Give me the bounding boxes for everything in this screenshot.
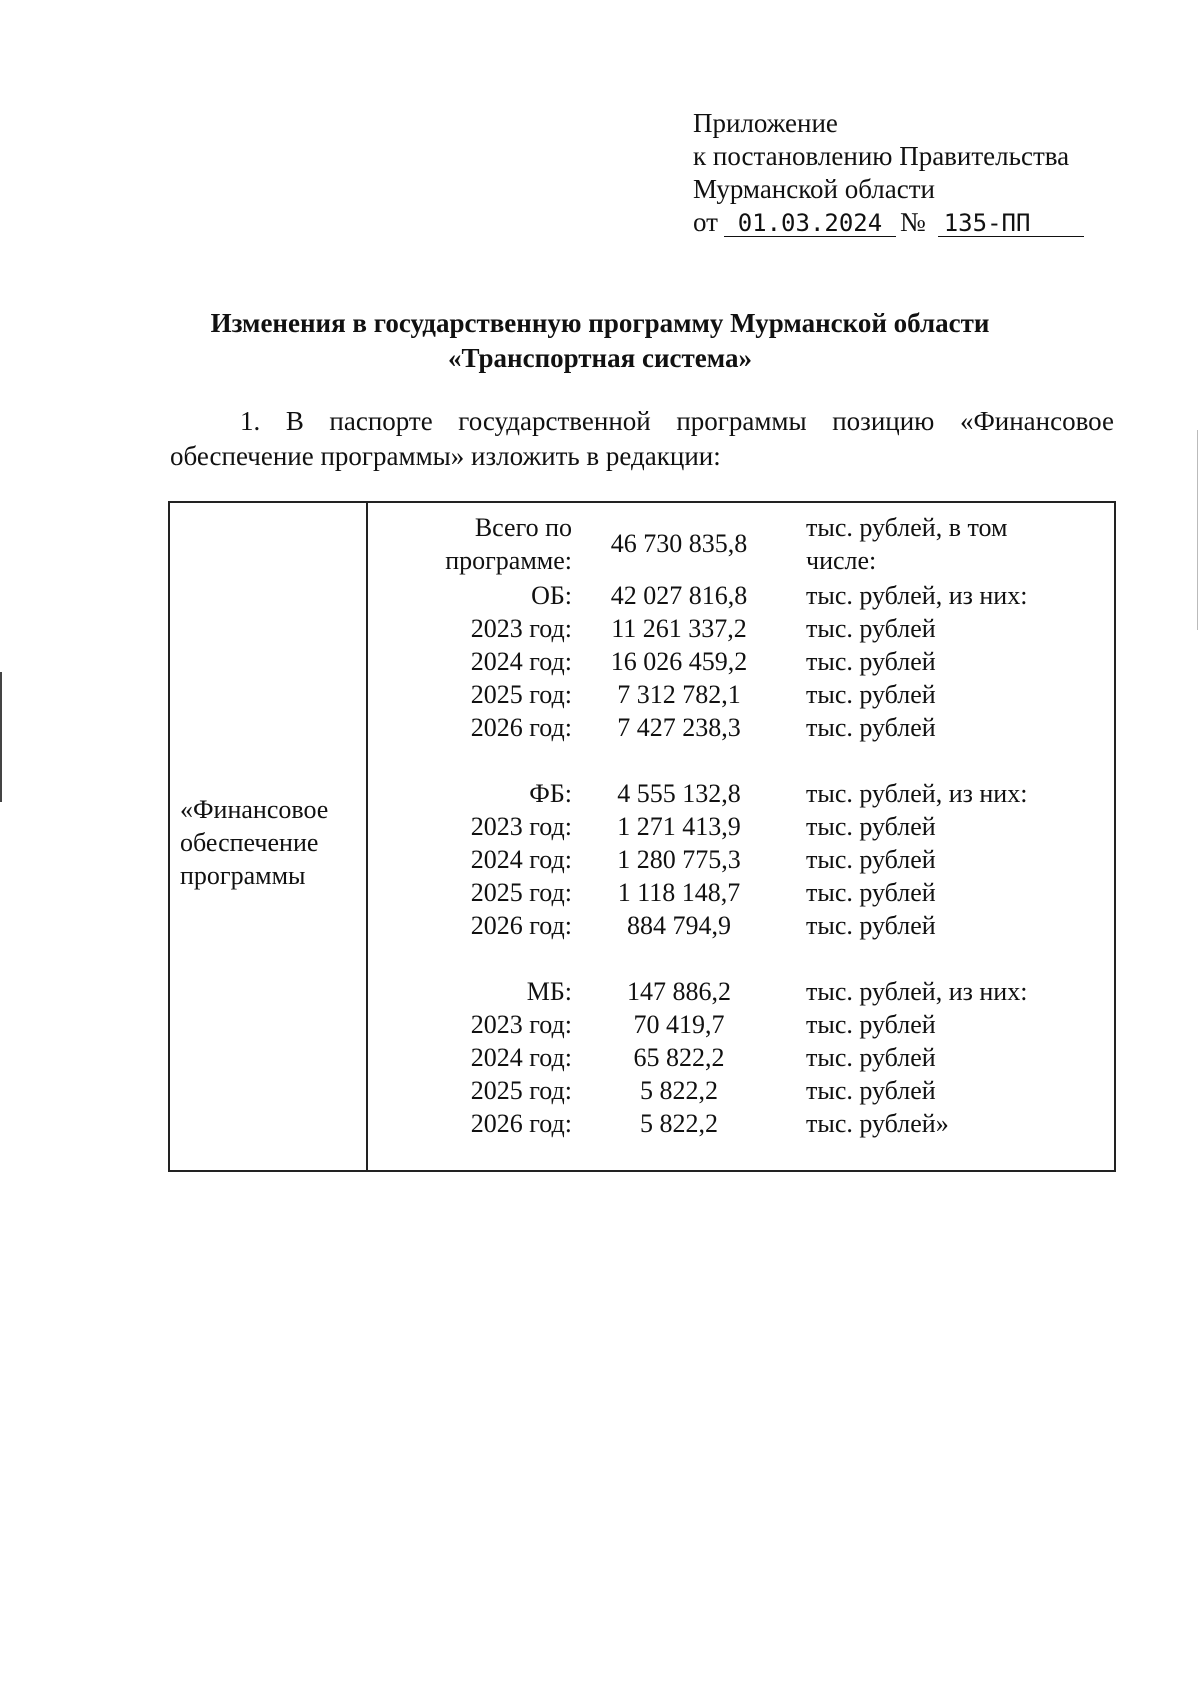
appendix-header (693, 107, 1084, 239)
financing-row-label: 2025 год: (470, 1076, 572, 1105)
financing-row-value: 70 419,7 (633, 1010, 725, 1039)
financing-row-label: 2023 год: (470, 1010, 572, 1039)
paragraph-word: «Финансовое (959, 406, 1114, 436)
financing-row-unit: тыс. рублей (806, 878, 936, 907)
financing-row-label: 2023 год: (470, 812, 572, 841)
financing-row-unit: тыс. рублей (806, 911, 936, 940)
paragraph-line-1 (170, 404, 1114, 439)
document-date: 01.03.2024 (724, 210, 896, 237)
financing-row-value: 7 427 238,3 (617, 713, 741, 742)
paragraph-word: программы (676, 406, 807, 436)
financing-row-value: 42 027 816,8 (610, 581, 748, 610)
financing-row-label: 2025 год: (470, 680, 572, 709)
financing-row (368, 579, 1114, 612)
appendix-line-2: к постановлению Правительства (693, 141, 1070, 171)
scan-edge-mark (0, 672, 2, 802)
financing-row (368, 1008, 1114, 1041)
date-number-line (693, 206, 1084, 239)
financing-row (368, 810, 1114, 843)
financing-table (168, 501, 1116, 1172)
financing-row-value: 1 271 413,9 (617, 812, 741, 841)
paragraph-word: позицию (832, 406, 935, 436)
scan-edge-mark-right (1197, 430, 1198, 630)
financing-row-value: 7 312 782,1 (617, 680, 741, 709)
financing-row (368, 975, 1114, 1008)
financing-row-unit: тыс. рублей (806, 812, 936, 841)
financing-row-label: 2026 год: (470, 1109, 572, 1138)
financing-row (368, 843, 1114, 876)
paragraph-word: В (285, 406, 304, 436)
financing-row-unit: тыс. рублей (806, 1010, 936, 1039)
financing-row-label: МБ: (526, 977, 572, 1006)
financing-row (368, 612, 1114, 645)
appendix-line-3: Мурманской области (693, 174, 935, 204)
financing-row-value: 4 555 132,8 (617, 779, 741, 808)
financing-row-unit: тыс. рублей (806, 1043, 936, 1072)
financing-row-unit: тыс. рублей, из них: (806, 581, 1028, 610)
financing-row-value: 5 822,2 (640, 1076, 718, 1105)
financing-row-label: 2025 год: (470, 878, 572, 907)
financing-row (368, 777, 1114, 810)
financing-row-unit: тыс. рублей, в том числе: (806, 513, 1008, 575)
paragraph-word: паспорте (329, 406, 433, 436)
financing-row-unit: тыс. рублей (806, 647, 936, 676)
financing-row-label: 2026 год: (470, 911, 572, 940)
financing-row (368, 645, 1114, 678)
financing-row-value: 884 794,9 (627, 911, 731, 940)
date-prefix: от (693, 207, 718, 237)
financing-row-value: 5 822,2 (640, 1109, 718, 1138)
financing-row-unit: тыс. рублей, из них: (806, 977, 1028, 1006)
financing-label: «Финансовое обеспечение программы (180, 795, 329, 890)
paragraph-word: 1. (240, 406, 261, 436)
financing-row-label: ОБ: (531, 581, 572, 610)
financing-row (368, 678, 1114, 711)
financing-row-label: 2026 год: (470, 713, 572, 742)
financing-row (368, 876, 1114, 909)
financing-row-label: 2023 год: (470, 614, 572, 643)
financing-values-cell (368, 503, 1114, 1170)
financing-row (368, 711, 1114, 744)
financing-row-value: 46 730 835,8 (610, 529, 748, 558)
financing-row (368, 909, 1114, 942)
financing-row-label: 2024 год: (470, 1043, 572, 1072)
financing-row-unit: тыс. рублей, из них: (806, 779, 1028, 808)
financing-row-unit: тыс. рублей (806, 1076, 936, 1105)
financing-row-label: 2024 год: (470, 647, 572, 676)
financing-row-unit: тыс. рублей (806, 713, 936, 742)
financing-row-unit: тыс. рублей (806, 845, 936, 874)
body-paragraph (170, 404, 1114, 474)
financing-row-unit: тыс. рублей (806, 680, 936, 709)
financing-row (368, 1041, 1114, 1074)
financing-row-label: 2024 год: (470, 845, 572, 874)
paragraph-word: государственной (458, 406, 651, 436)
financing-row-value: 1 118 148,7 (617, 878, 741, 907)
title-line-1: Изменения в государственную программу Мурманской области (210, 308, 990, 338)
paragraph-line-2: обеспечение программы» изложить в редакции: (170, 441, 721, 471)
financing-row-value: 11 261 337,2 (611, 614, 747, 643)
financing-row-value: 1 280 775,3 (617, 845, 741, 874)
financing-row-value: 147 886,2 (627, 977, 731, 1006)
financing-row-unit: тыс. рублей» (806, 1109, 949, 1138)
number-sign: № (899, 207, 926, 237)
financing-row (368, 1107, 1114, 1140)
financing-row-value: 16 026 459,2 (610, 647, 748, 676)
financing-row (368, 1074, 1114, 1107)
financing-row-label: Всего по программе: (445, 513, 572, 575)
title-line-2: «Транспортная система» (448, 343, 752, 373)
financing-row (368, 511, 1114, 577)
financing-row-value: 65 822,2 (633, 1043, 725, 1072)
document-number: 135-ПП (938, 210, 1084, 237)
financing-label-cell (170, 503, 368, 1170)
document-title (0, 306, 1200, 376)
appendix-line-1: Приложение (693, 108, 838, 138)
financing-row-unit: тыс. рублей (806, 614, 936, 643)
financing-row-label: ФБ: (529, 779, 572, 808)
